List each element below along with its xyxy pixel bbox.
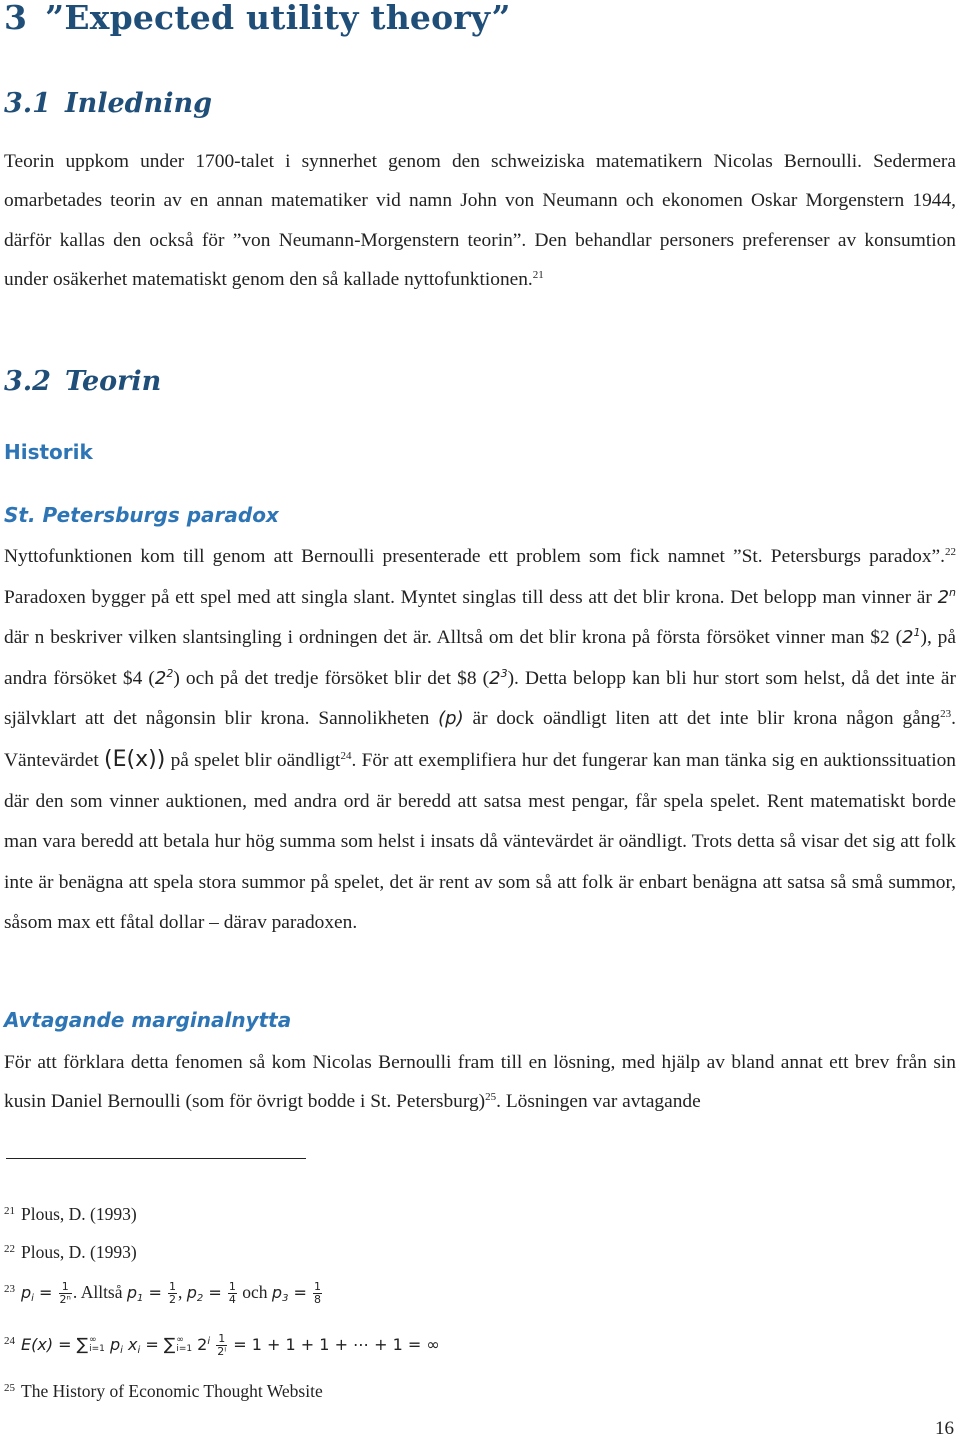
math-sup: i <box>207 1336 211 1347</box>
footnote-ref: 25 <box>485 1091 497 1104</box>
paragraph-marginal <box>4 1043 956 1122</box>
footnote-text: Plous, D. (1993) <box>21 1242 137 1262</box>
frac-num: 1 <box>218 1332 226 1345</box>
math-var: p <box>21 1283 32 1302</box>
math-tail: = 1 + 1 + 1 + ⋯ + 1 = ∞ <box>228 1335 440 1354</box>
footnote-text: Plous, D. (1993) <box>21 1204 137 1224</box>
sum-symbol: ∑ <box>76 1335 89 1355</box>
math-p3 <box>271 1280 323 1306</box>
section-title: Teorin <box>64 366 162 397</box>
frac-den: 2 <box>169 1293 177 1306</box>
frac-den: 8 <box>314 1293 322 1306</box>
summation <box>77 1335 105 1355</box>
footnote-text: och <box>237 1282 272 1302</box>
footnote-text: , <box>178 1282 187 1302</box>
math-2-3 <box>489 668 507 689</box>
chapter-heading <box>4 0 511 37</box>
footnote-ref: 22 <box>945 546 956 558</box>
fraction <box>228 1281 237 1306</box>
frac-num: 1 <box>228 1280 236 1293</box>
paragraph-text: Teorin uppkom under 1700-talet i synnerhet genom den schweiziska matematikern Nicolas Bernoulli. Sedermera omarbetades teorin av en annan matematiker vid namn John von Neumann och ekonomen Oskar Morgenstern 1944, därför kallas den också för ”von Neumann-Morgenstern teorin”. Den behandlar personers preferenser av konsumtion under osäkerhet matematiskt genom den så kallade nyttofunktionen. <box>4 151 956 290</box>
math-eq: = <box>208 1283 222 1302</box>
math-footnote-23 <box>21 1280 73 1306</box>
footnote-text: . Alltså <box>72 1282 127 1302</box>
footnote-23 <box>4 1281 323 1306</box>
sum-upper: ∞ <box>89 1335 97 1345</box>
math-eq: = <box>39 1283 53 1302</box>
math-var: x <box>122 1335 138 1354</box>
math-sub: 2 <box>196 1293 204 1304</box>
math-sub: 3 <box>282 1293 289 1304</box>
sum-limits <box>89 1336 105 1354</box>
fraction <box>59 1281 72 1306</box>
section-number: 3.2 <box>4 366 51 397</box>
math-exp: 2 <box>166 666 174 680</box>
section-title: Inledning <box>64 88 212 119</box>
math-lhs: E(x) = <box>21 1335 77 1354</box>
footnote-separator <box>6 1158 306 1159</box>
math-term: 2 <box>192 1335 208 1354</box>
section-number: 3.1 <box>4 88 51 119</box>
footnote-number: 25 <box>4 1382 15 1394</box>
text-run: . Väntevärdet <box>4 708 956 771</box>
math-var: p <box>271 1283 283 1302</box>
frac-num: 1 <box>61 1280 69 1293</box>
text-run: Paradoxen bygger på ett spel med att singla slant. Myntet singlas till dess att det blir krona. Det belopp man vinner är <box>4 586 938 608</box>
sum-upper: ∞ <box>176 1335 184 1345</box>
summation <box>164 1335 192 1355</box>
footnote-ref: 23 <box>940 708 952 721</box>
footnote-22 <box>4 1242 137 1263</box>
math-base: 2 <box>937 586 950 608</box>
paragraph-intro <box>4 142 956 299</box>
frac-num: 1 <box>314 1280 322 1293</box>
math-footnote-24 <box>21 1332 440 1358</box>
fraction <box>168 1281 177 1306</box>
footnote-25 <box>4 1381 323 1402</box>
sum-lower: i=1 <box>176 1344 193 1354</box>
math-eq: = <box>148 1283 162 1302</box>
math-sub: i <box>137 1345 141 1356</box>
paragraph-paradox <box>4 537 956 944</box>
math-eq: = <box>140 1335 164 1354</box>
text-run: där n beskriver vilken slantsingling i ordningen det är. Alltså om det blir krona på första försöket vinner man $2 ( <box>4 627 903 649</box>
subheading-historik: Historik <box>4 440 93 464</box>
text-run: ) och på det tredje försöket blir det $8 ( <box>173 667 490 689</box>
math-base: 2 <box>902 627 914 649</box>
sum-lower: i=1 <box>89 1344 105 1354</box>
footnote-text: The History of Economic Thought Website <box>21 1381 323 1401</box>
footnote-number: 22 <box>4 1243 15 1255</box>
text-run: ). Detta belopp kan bli hur stort som helst, då det inte är självklart att det någonsin blir krona. Sannolikheten <box>4 667 956 730</box>
math-var: p <box>186 1283 197 1302</box>
math-p: (p) <box>438 708 464 730</box>
footnote-ref: 21 <box>532 268 544 281</box>
footnote-24 <box>4 1333 440 1358</box>
chapter-title: ”Expected utility theory” <box>45 0 511 37</box>
math-exp: n <box>949 585 956 599</box>
math-var: p <box>126 1283 138 1302</box>
text-run: . Lösningen var avtagande <box>496 1091 701 1113</box>
math-p1 <box>126 1280 178 1306</box>
math-p2 <box>186 1280 238 1306</box>
subheading-marginalnytta: Avtagande marginalnytta <box>4 1008 292 1032</box>
fraction <box>313 1281 322 1306</box>
footnote-number: 24 <box>4 1335 15 1347</box>
math-sub: i <box>120 1345 123 1356</box>
text-run: För att förklara detta fenomen så kom Nicolas Bernoulli fram till en lösning, med hjälp av bland annat ett brev från sin kusin Daniel Bernoulli (som för övrigt bodde i St. Petersburg) <box>4 1052 956 1113</box>
footnote-number: 23 <box>4 1283 15 1295</box>
math-sub: 1 <box>137 1293 144 1304</box>
footnote-21 <box>4 1204 137 1225</box>
sum-limits <box>176 1336 192 1354</box>
subheading-paradox: St. Petersburgs paradox <box>4 503 279 527</box>
math-2n <box>938 587 956 608</box>
math-base: 2 <box>154 667 167 689</box>
frac-den: 2ⁿ <box>59 1293 71 1306</box>
math-2-1 <box>902 627 920 648</box>
math-exp: 3 <box>500 666 508 680</box>
math-sub: i <box>31 1293 34 1304</box>
math-var: p <box>104 1335 121 1354</box>
text-run: . För att exemplifiera hur det fungerar kan man tänka sig en auktionssituation där den som vinner auktionen, med andra ord är beredd att satsa mest pengar, får spela spelet. Rent matematiskt borde man vara beredd att betala hur hög summa som helst i insats då väntevärdet är oändligt. Trots detta så visar det sig att folk inte är benägna att spela stora summor på spelet, det är rent av som så att folk är enbart benägna att satsa så små summor, såsom max ett fåtal dollar – därav paradoxen. <box>4 749 956 934</box>
math-base: 2 <box>489 667 501 689</box>
frac-num: 1 <box>169 1280 177 1293</box>
text-run: på spelet blir oändligt <box>165 749 341 771</box>
sum-symbol: ∑ <box>163 1335 176 1355</box>
text-run: ), på andra försöket $4 ( <box>4 627 956 689</box>
math-eq: = <box>293 1283 307 1302</box>
section-heading-inledning <box>4 88 212 119</box>
frac-den: 2ⁱ <box>217 1345 227 1358</box>
chapter-number: 3 <box>4 0 28 37</box>
math-2-2 <box>155 668 173 689</box>
footnote-number: 21 <box>4 1205 15 1217</box>
text-run: Nyttofunktionen kom till genom att Bernoulli presenterade ett problem som fick namnet ”St. Petersburgs paradox”. <box>4 546 945 567</box>
math-expected-value: (E(x)) <box>104 746 166 772</box>
frac-den: 4 <box>228 1293 236 1306</box>
fraction <box>216 1333 227 1358</box>
footnote-ref: 24 <box>340 749 352 762</box>
text-run: är dock oändligt liten att det inte blir krona någon gång <box>463 708 941 730</box>
section-heading-teorin <box>4 366 161 397</box>
math-exp: 1 <box>913 626 921 640</box>
page-number: 16 <box>935 1418 954 1439</box>
